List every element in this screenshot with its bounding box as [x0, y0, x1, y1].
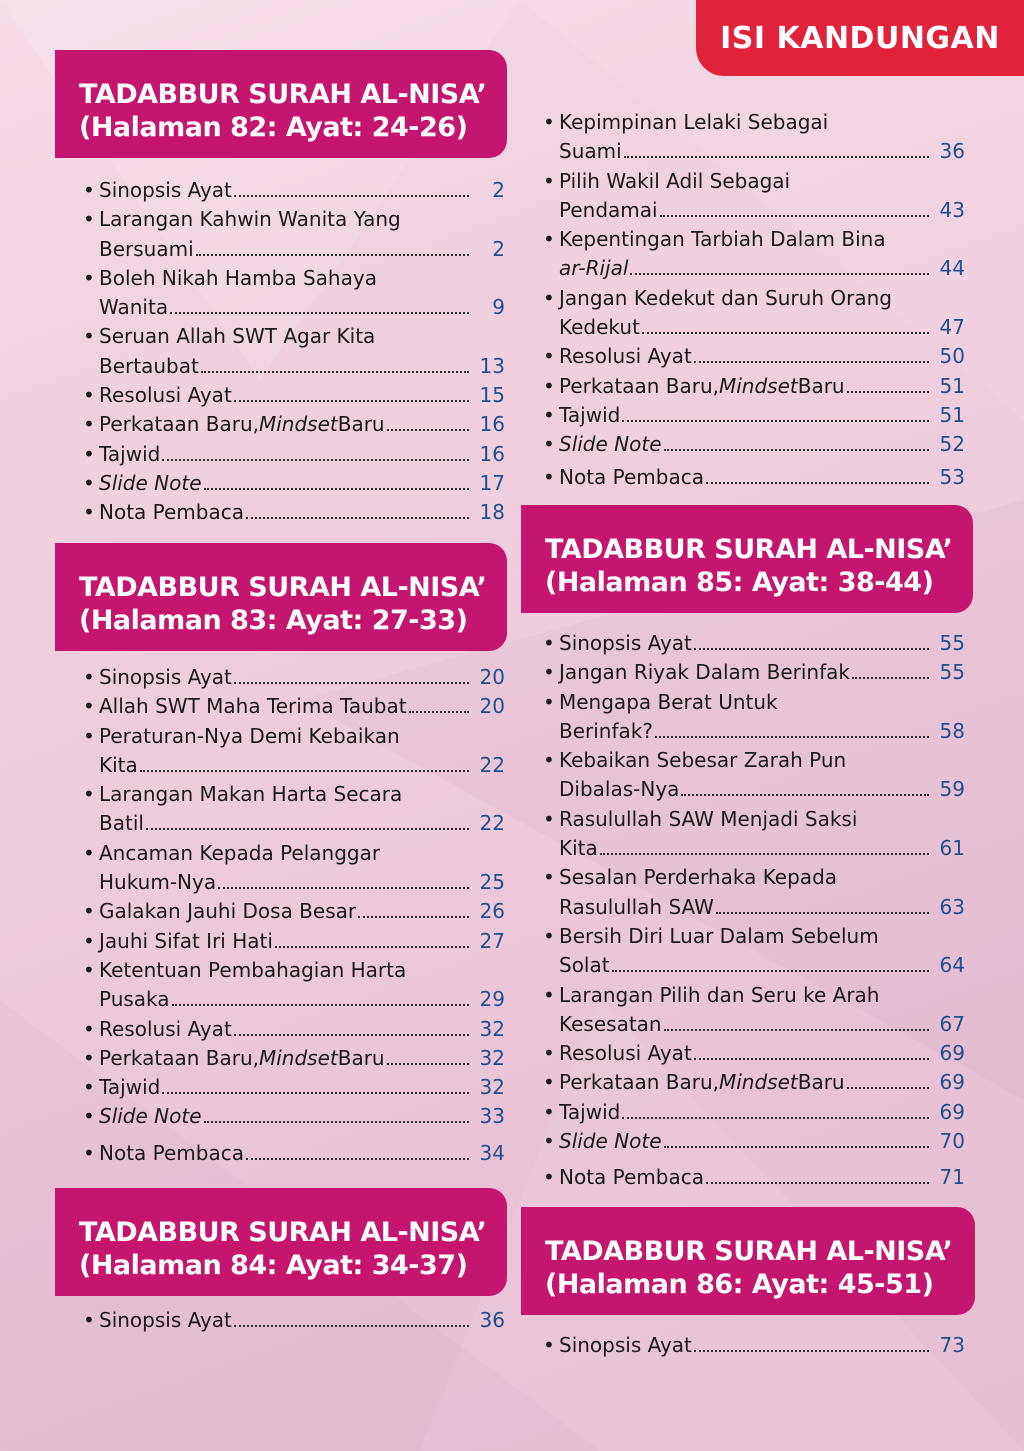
toc-entry[interactable]: • Jauhi Sifat Iri Hati 27	[83, 928, 505, 953]
toc-entry[interactable]: • Pilih Wakil Adil Sebagai Pendamai 43	[543, 168, 965, 222]
toc-entry[interactable]: • Rasulullah SAW Menjadi Saksi Kita 61	[543, 806, 965, 861]
section-header-85	[521, 505, 973, 613]
toc-entry[interactable]: • Tajwid 69	[543, 1099, 965, 1124]
section-title: TADABBUR SURAH AL-NISA’	[79, 79, 487, 110]
toc-entry[interactable]: • Larangan Makan Harta Secara Batil 22	[83, 782, 505, 836]
section-header-84	[55, 1188, 507, 1296]
toc-entry[interactable]: • Perkataan Baru, Mindset Baru 16	[83, 412, 505, 437]
section-header-82	[55, 50, 507, 158]
toc-entry[interactable]: • Nota Pembaca 18	[83, 500, 505, 525]
toc-entry[interactable]: • Kepimpinan Lelaki Sebagai Suami 36	[543, 110, 965, 164]
isi-kandungan-tab	[696, 0, 1024, 76]
toc-entry[interactable]: • Ancaman Kepada Pelanggar Hukum-Nya 25	[83, 840, 505, 895]
entries-83	[83, 663, 505, 1168]
toc-entry[interactable]: • Resolusi Ayat 15	[83, 383, 505, 408]
entries-85	[543, 629, 965, 1193]
toc-entry[interactable]: • Tajwid 32	[83, 1075, 505, 1100]
section-header-83	[55, 543, 507, 651]
entries-84-right	[543, 108, 965, 492]
toc-entry[interactable]: • Sinopsis Ayat 36	[83, 1308, 505, 1332]
toc-entry[interactable]: • Perkataan Baru, Mindset Baru 69	[543, 1070, 965, 1095]
section-subtitle: (Halaman 85: Ayat: 38-44)	[545, 567, 934, 598]
section-header-86	[521, 1207, 975, 1315]
tab-label: ISI KANDUNGAN	[720, 20, 1000, 56]
toc-entry[interactable]: • Sinopsis Ayat 2	[83, 178, 505, 202]
section-subtitle: (Halaman 84: Ayat: 34-37)	[79, 1250, 468, 1281]
toc-entry[interactable]: • Nota Pembaca 71	[543, 1165, 965, 1190]
toc-entry[interactable]: • Perkataan Baru, Mindset Baru 51	[543, 373, 965, 398]
toc-entry[interactable]: • Slide Note 70	[543, 1129, 965, 1154]
toc-entry[interactable]: • Jangan Kedekut dan Suruh Orang Kedekut 47	[543, 285, 965, 340]
toc-entry[interactable]: • Tajwid 16	[83, 441, 505, 466]
toc-entry[interactable]: • Nota Pembaca 34	[83, 1140, 505, 1165]
toc-entry[interactable]: • Jangan Riyak Dalam Berinfak 55	[543, 660, 965, 685]
toc-entry[interactable]: • Bersih Diri Luar Dalam Sebelum Solat 64	[543, 923, 965, 978]
section-subtitle: (Halaman 83: Ayat: 27-33)	[79, 605, 468, 636]
toc-entry[interactable]: • Larangan Kahwin Wanita Yang Bersuami 2	[83, 207, 505, 261]
section-title: TADABBUR SURAH AL-NISA’	[79, 1217, 487, 1248]
section-title: TADABBUR SURAH AL-NISA’	[545, 534, 953, 565]
section-subtitle: (Halaman 86: Ayat: 45-51)	[545, 1269, 934, 1300]
entries-84-left	[83, 1306, 505, 1335]
toc-entry[interactable]: • Resolusi Ayat 69	[543, 1041, 965, 1066]
toc-entry[interactable]: • Slide Note 52	[543, 432, 965, 457]
toc-entry[interactable]: • Allah SWT Maha Terima Taubat 20	[83, 694, 505, 719]
toc-entry[interactable]: • Sesalan Perderhaka Kepada Rasulullah SAW 63	[543, 865, 965, 919]
toc-entry[interactable]: • Larangan Pilih dan Seru ke Arah Kesesatan 67	[543, 982, 965, 1036]
toc-entry[interactable]: • Galakan Jauhi Dosa Besar 26	[83, 899, 505, 924]
toc-entry[interactable]: • Peraturan-Nya Demi Kebaikan Kita 22	[83, 723, 505, 777]
toc-entry[interactable]: • Mengapa Berat Untuk Berinfak? 58	[543, 689, 965, 743]
toc-entry[interactable]: • Resolusi Ayat 50	[543, 344, 965, 369]
toc-entry[interactable]: • Boleh Nikah Hamba Sahaya Wanita 9	[83, 265, 505, 320]
section-title: TADABBUR SURAH AL-NISA’	[545, 1236, 953, 1267]
toc-entry[interactable]: • Ketentuan Pembahagian Harta Pusaka 29	[83, 957, 505, 1012]
toc-entry[interactable]: • Sinopsis Ayat 20	[83, 665, 505, 689]
toc-entry[interactable]: • Slide Note 17	[83, 470, 505, 495]
toc-entry[interactable]: • Perkataan Baru, Mindset Baru 32	[83, 1045, 505, 1070]
entries-86	[543, 1331, 965, 1360]
entries-82	[83, 176, 505, 528]
toc-entry[interactable]: • Seruan Allah SWT Agar Kita Bertaubat 13	[83, 324, 505, 378]
toc-entry[interactable]: • Sinopsis Ayat 55	[543, 631, 965, 655]
toc-entry[interactable]: • Slide Note 33	[83, 1104, 505, 1129]
toc-entry[interactable]: • Kebaikan Sebesar Zarah Pun Dibalas-Nya 59	[543, 748, 965, 802]
toc-entry[interactable]: • Nota Pembaca 53	[543, 464, 965, 489]
section-title: TADABBUR SURAH AL-NISA’	[79, 572, 487, 603]
toc-entry[interactable]: • Sinopsis Ayat 73	[543, 1333, 965, 1357]
section-subtitle: (Halaman 82: Ayat: 24-26)	[79, 112, 468, 143]
toc-entry[interactable]: • Tajwid 51	[543, 402, 965, 427]
toc-entry[interactable]: • Kepentingan Tarbiah Dalam Bina ar-Rijal 44	[543, 227, 965, 281]
toc-entry[interactable]: • Resolusi Ayat 32	[83, 1016, 505, 1041]
